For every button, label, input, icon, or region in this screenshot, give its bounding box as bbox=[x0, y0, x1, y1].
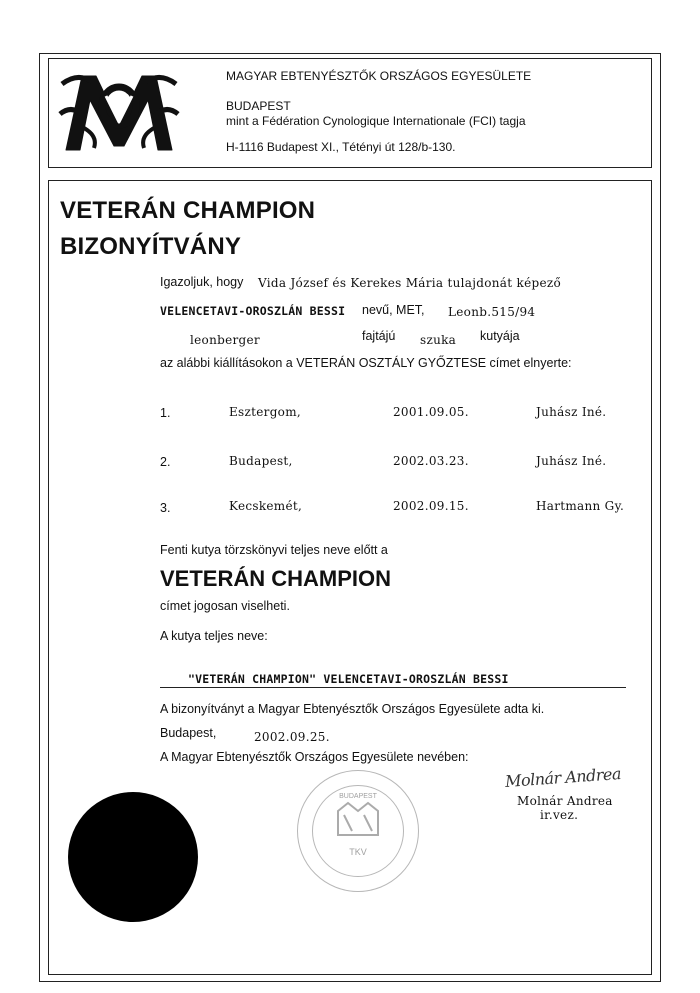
breed-label: fajtájú bbox=[362, 329, 396, 343]
issued-by-text: A bizonyítványt a Magyar Ebtenyésztők Országos Egyesülete adta ki. bbox=[160, 702, 545, 716]
show-date: 2002.03.23. bbox=[393, 454, 469, 468]
show-judge: Juhász Iné. bbox=[536, 454, 607, 468]
show-judge: Hartmann Gy. bbox=[536, 499, 625, 513]
champion-title: VETERÁN CHAMPION bbox=[160, 566, 392, 591]
mebe-logo bbox=[58, 66, 180, 156]
show-place: Budapest, bbox=[229, 454, 293, 468]
show-number: 1. bbox=[160, 406, 171, 420]
show-date: 2002.09.15. bbox=[393, 499, 469, 513]
shows-intro: az alábbi kiállításokon a VETERÁN OSZTÁLY GYŐZTESE címet elnyerte: bbox=[160, 356, 572, 370]
official-seal bbox=[297, 770, 419, 892]
certify-label: Igazoljuk, hogy bbox=[160, 275, 244, 289]
may-bear-text: címet jogosan viselheti. bbox=[160, 599, 290, 613]
handwritten-signature: Molnár Andrea bbox=[504, 763, 622, 792]
signer-name: Molnár Andrea bbox=[517, 794, 613, 808]
show-date: 2001.09.05. bbox=[393, 405, 469, 419]
full-name-underline bbox=[160, 687, 626, 688]
owners-value: Vida József és Kerekes Mária tulajdonát képező bbox=[258, 276, 561, 290]
doc-title-line1: VETERÁN CHAMPION bbox=[60, 197, 316, 224]
dog-full-name: "VETERÁN CHAMPION" VELENCETAVI-OROSZLÁN BESSI bbox=[188, 672, 509, 686]
doc-title-line2: BIZONYÍTVÁNY bbox=[60, 233, 242, 260]
org-name: MAGYAR EBTENYÉSZTŐK ORSZÁGOS EGYESÜLETE bbox=[226, 69, 532, 83]
seal-city: BUDAPEST bbox=[339, 793, 377, 800]
issue-place: Budapest, bbox=[160, 726, 217, 740]
registration-number: Leonb.515/94 bbox=[448, 305, 536, 319]
show-number: 2. bbox=[160, 455, 171, 469]
seal-abbr: TKV bbox=[349, 847, 367, 857]
show-place: Kecskemét, bbox=[229, 499, 303, 513]
on-behalf-text: A Magyar Ebtenyésztők Országos Egyesülete nevében: bbox=[160, 750, 469, 764]
breed-value: leonberger bbox=[190, 333, 260, 347]
seal-emblem-icon bbox=[298, 771, 418, 891]
show-judge: Juhász Iné. bbox=[536, 405, 607, 419]
sex-value: szuka bbox=[420, 333, 457, 347]
dog-name-value: VELENCETAVI-OROSZLÁN BESSI bbox=[160, 304, 346, 318]
dog-label: kutyája bbox=[480, 329, 520, 343]
before-name-text: Fenti kutya törzskönyvi teljes neve előtt a bbox=[160, 543, 388, 557]
issue-date: 2002.09.25. bbox=[254, 730, 330, 744]
org-address: H-1116 Budapest XI., Tétényi út 128/b-130. bbox=[226, 140, 456, 154]
show-number: 3. bbox=[160, 501, 171, 515]
redaction-mark bbox=[68, 792, 198, 922]
fci-membership: mint a Fédération Cynologique Internationale (FCI) tagja bbox=[226, 114, 526, 128]
show-place: Esztergom, bbox=[229, 405, 301, 419]
org-city: BUDAPEST bbox=[226, 99, 291, 113]
signer-title: ir.vez. bbox=[540, 808, 579, 822]
full-name-label: A kutya teljes neve: bbox=[160, 629, 268, 643]
named-label: nevű, MET, bbox=[362, 303, 425, 317]
